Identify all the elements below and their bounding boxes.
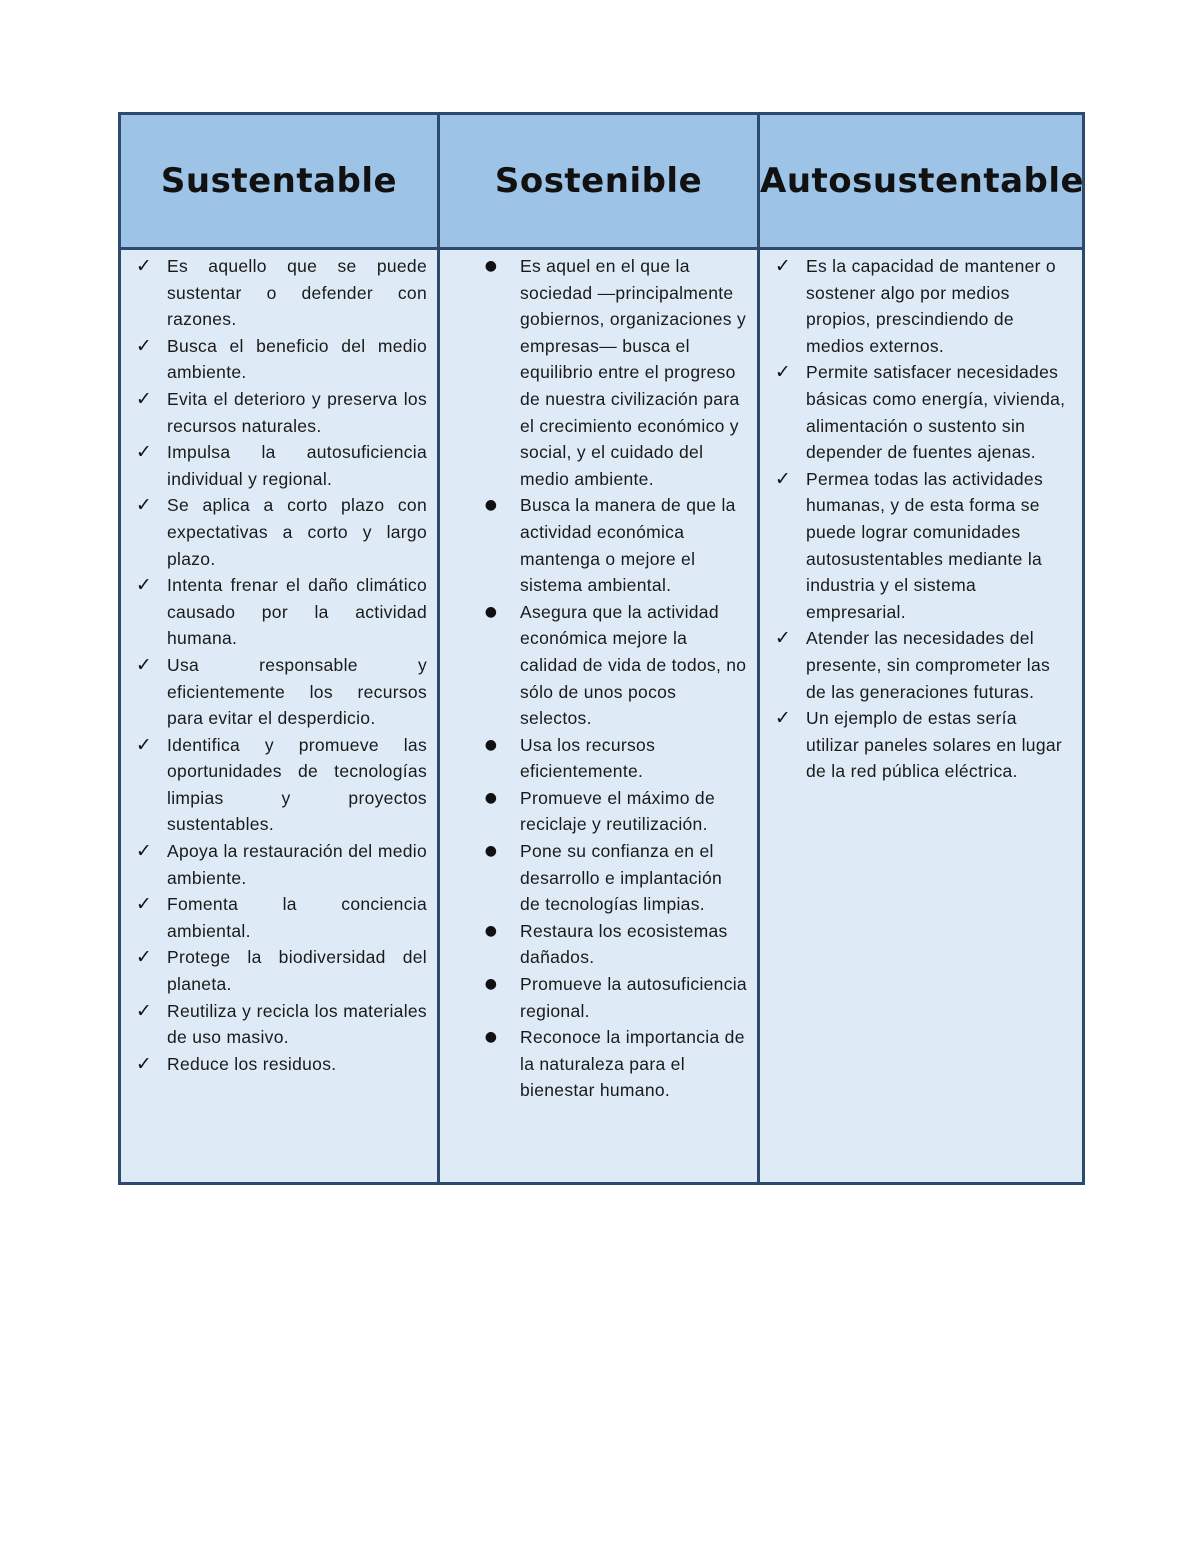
check-icon: ✓ bbox=[135, 653, 153, 676]
check-icon: ✓ bbox=[774, 707, 792, 730]
list-sustentable bbox=[121, 250, 437, 1077]
list-item-text: Es la capacidad de mantener o sostener algo por medios propios, prescindiendo de medios externos. bbox=[806, 256, 1056, 356]
check-icon: ✓ bbox=[774, 361, 792, 384]
check-icon: ✓ bbox=[135, 840, 153, 863]
cell-autosustentable bbox=[759, 249, 1084, 1184]
list-item-text: Usa responsable y eficientemente los recursos para evitar el desperdicio. bbox=[167, 654, 427, 729]
bullet-icon: ● bbox=[484, 736, 498, 753]
header-autosustentable: Autosustentable bbox=[759, 114, 1084, 249]
header-sustentable: Sustentable bbox=[120, 114, 439, 249]
list-item-text: Promueve la autosuficiencia regional. bbox=[520, 974, 747, 1021]
check-icon: ✓ bbox=[135, 255, 153, 277]
header-sostenible: Sostenible bbox=[439, 114, 759, 249]
list-item-text: Intenta frenar el daño climático causado por la actividad humana. bbox=[167, 575, 427, 649]
list-item bbox=[121, 253, 427, 333]
list-item bbox=[121, 386, 427, 439]
list-item-text: Reutiliza y recicla los materiales de uso masivo. bbox=[167, 1000, 427, 1048]
bullet-icon: ● bbox=[484, 258, 498, 274]
check-icon: ✓ bbox=[135, 334, 153, 357]
bullet-icon: ● bbox=[484, 497, 498, 514]
list-item bbox=[121, 572, 427, 652]
list-autosustentable bbox=[760, 250, 1082, 785]
list-item-text: Impulsa la autosuficiencia individual y regional. bbox=[167, 442, 427, 489]
list-item bbox=[440, 971, 747, 1024]
list-item bbox=[760, 359, 1072, 465]
list-item bbox=[121, 333, 427, 386]
check-icon: ✓ bbox=[774, 255, 792, 277]
comparison-table bbox=[118, 112, 1085, 1185]
list-item-text: Reconoce la importancia de la naturaleza para el bienestar humano. bbox=[520, 1027, 745, 1101]
list-item bbox=[121, 439, 427, 492]
list-item-text: Evita el deterioro y preserva los recursos naturales. bbox=[167, 388, 427, 436]
list-item-text: Promueve el máximo de reciclaje y reutilización. bbox=[520, 787, 715, 835]
list-item-text: Fomenta la conciencia ambiental. bbox=[167, 894, 427, 941]
list-item-text: Atender las necesidades del presente, sin comprometer las de las generaciones futuras. bbox=[806, 628, 1051, 702]
list-item bbox=[121, 652, 427, 732]
check-icon: ✓ bbox=[135, 1052, 153, 1075]
header-row bbox=[120, 114, 1084, 249]
list-item-text: Permea todas las actividades humanas, y de esta forma se puede lograr comunidades autosustentables mediante la industria y el sistema empresarial. bbox=[806, 468, 1043, 622]
list-item-text: Restaura los ecosistemas dañados. bbox=[520, 920, 728, 968]
check-icon: ✓ bbox=[135, 999, 153, 1022]
list-item bbox=[440, 253, 747, 492]
list-item bbox=[440, 918, 747, 971]
check-icon: ✓ bbox=[774, 627, 792, 650]
check-icon: ✓ bbox=[135, 441, 153, 464]
list-item-text: Es aquello que se puede sustentar o defender con razones. bbox=[167, 256, 427, 330]
list-item-text: Reduce los residuos. bbox=[167, 1053, 337, 1074]
content-row bbox=[120, 249, 1084, 1184]
list-item bbox=[121, 1051, 427, 1078]
list-item-text: Es aquel en el que la sociedad —principalmente gobiernos, organizaciones y empresas— busca el equilibrio entre el progreso de nuestra civilización para el crecimiento económico y social, y el cuidado del medio ambiente. bbox=[520, 256, 747, 489]
bullet-icon: ● bbox=[484, 789, 498, 806]
check-icon: ✓ bbox=[135, 574, 153, 597]
list-item-text: Identifica y promueve las oportunidades de tecnologías limpias y proyectos sustentables. bbox=[167, 734, 427, 835]
list-item bbox=[440, 599, 747, 732]
bullet-icon: ● bbox=[484, 922, 498, 939]
list-sostenible bbox=[440, 250, 757, 1104]
check-icon: ✓ bbox=[135, 946, 153, 969]
list-item bbox=[440, 838, 747, 918]
bullet-icon: ● bbox=[484, 843, 498, 860]
cell-sostenible bbox=[439, 249, 759, 1184]
check-icon: ✓ bbox=[135, 893, 153, 916]
bullet-icon: ● bbox=[484, 603, 498, 620]
check-icon: ✓ bbox=[135, 387, 153, 410]
list-item bbox=[440, 1024, 747, 1104]
list-item bbox=[760, 466, 1072, 626]
list-item bbox=[121, 891, 427, 944]
bullet-icon: ● bbox=[484, 1029, 498, 1046]
list-item-text: Busca la manera de que la actividad económica mantenga o mejore el sistema ambiental. bbox=[520, 495, 736, 596]
list-item bbox=[440, 785, 747, 838]
list-item-text: Protege la biodiversidad del planeta. bbox=[167, 947, 427, 995]
list-item bbox=[121, 492, 427, 572]
check-icon: ✓ bbox=[135, 733, 153, 756]
list-item-text: Permite satisfacer necesidades básicas como energía, vivienda, alimentación o sustento sin depender de fuentes ajenas. bbox=[806, 362, 1066, 463]
list-item bbox=[440, 732, 747, 785]
list-item bbox=[760, 625, 1072, 705]
list-item-text: Busca el beneficio del medio ambiente. bbox=[167, 335, 427, 383]
list-item-text: Asegura que la actividad económica mejore la calidad de vida de todos, no sólo de unos pocos selectos. bbox=[520, 601, 747, 729]
list-item-text: Se aplica a corto plazo con expectativas a corto y largo plazo. bbox=[167, 495, 427, 569]
list-item bbox=[440, 492, 747, 598]
list-item bbox=[760, 253, 1072, 359]
list-item bbox=[121, 838, 427, 891]
check-icon: ✓ bbox=[774, 467, 792, 490]
list-item bbox=[121, 998, 427, 1051]
list-item-text: Un ejemplo de estas sería utilizar paneles solares en lugar de la red pública eléctrica. bbox=[806, 708, 1063, 782]
list-item-text: Pone su confianza en el desarrollo e implantación de tecnologías limpias. bbox=[520, 841, 723, 915]
list-item bbox=[760, 705, 1072, 785]
list-item bbox=[121, 944, 427, 997]
cell-sustentable bbox=[120, 249, 439, 1184]
list-item bbox=[121, 732, 427, 838]
list-item-text: Usa los recursos eficientemente. bbox=[520, 734, 656, 782]
list-item-text: Apoya la restauración del medio ambiente. bbox=[167, 841, 427, 888]
check-icon: ✓ bbox=[135, 494, 153, 517]
bullet-icon: ● bbox=[484, 976, 498, 993]
